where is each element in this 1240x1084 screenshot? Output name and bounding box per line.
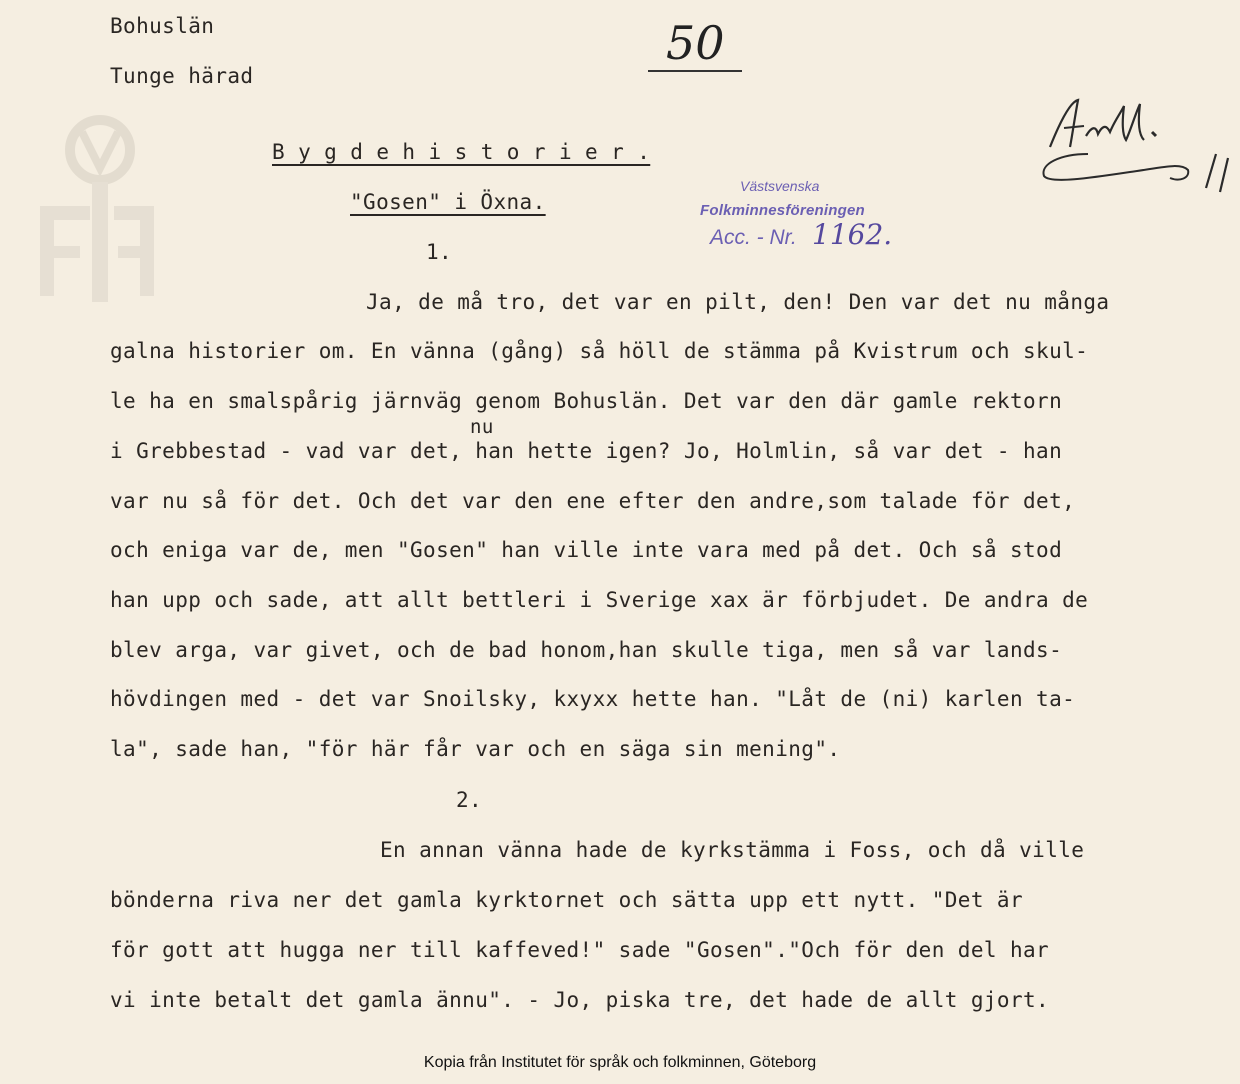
province-label: Bohuslän	[110, 14, 215, 38]
text-line: le ha en smalspårig järnväg genom Bohuslän. Det var den där gamle rektorn	[110, 389, 1063, 413]
handwritten-page-number: 50	[666, 16, 725, 70]
stamp-line-1: Västsvenska	[740, 178, 820, 194]
stamp-line-3: Acc. - Nr.	[710, 226, 797, 249]
archive-watermark-icon	[30, 110, 160, 310]
text-line: la", sade han, "för här får var och en säga sin mening".	[110, 737, 841, 761]
text-line: vi inte betalt det gamla ännu". - Jo, piska tre, det hade de allt gjort.	[110, 988, 1050, 1012]
text-line: blev arga, var givet, och de bad honom,han skulle tiga, men så var lands-	[110, 638, 1063, 662]
district-label: Tunge härad	[110, 64, 254, 88]
text-line: i Grebbestad - vad var det, han hette igen? Jo, Holmlin, så var det - han	[110, 439, 1063, 463]
page-number-underline	[648, 70, 742, 72]
stamp-line-2: Folkminnesföreningen	[700, 202, 865, 219]
text-line: En annan vänna hade de kyrkstämma i Foss, och då ville	[380, 838, 1085, 862]
text-line: Ja, de må tro, det var en pilt, den! Den var det nu många	[366, 290, 1110, 314]
text-line: galna historier om. En vänna (gång) så höll de stämma på Kvistrum och skul-	[110, 339, 1089, 363]
text-line: för gott att hugga ner till kaffeved!" sade "Gosen"."Och för den del har	[110, 938, 1050, 962]
archive-footer: Kopia från Institutet för språk och folkminnen, Göteborg	[423, 1054, 817, 1071]
text-line: och eniga var de, men "Gosen" han ville inte vara med på det. Och så stod	[110, 538, 1063, 562]
text-line: var nu så för det. Och det var den ene efter den andre,som talade för det,	[110, 489, 1076, 513]
stamp-acc-number-handwritten: 1162.	[812, 218, 893, 251]
text-line: hövdingen med - det var Snoilsky, kxyxx hette han. "Låt de (ni) karlen ta-	[110, 687, 1076, 711]
section-1-number: 1.	[426, 240, 453, 264]
document-subtitle: "Gosen" i Öxna.	[350, 190, 546, 214]
text-line: han upp och sade, att allt bettleri i Sverige xax är förbjudet. De andra de	[110, 588, 1089, 612]
text-line: bönderna riva ner det gamla kyrktornet och sätta upp ett nytt. "Det är	[110, 888, 1024, 912]
document-title: B y g d e h i s t o r i e r .	[272, 140, 651, 164]
handwritten-signature	[1030, 92, 1235, 202]
section-2-number: 2.	[456, 788, 483, 812]
text-insertion: nu	[470, 416, 494, 438]
